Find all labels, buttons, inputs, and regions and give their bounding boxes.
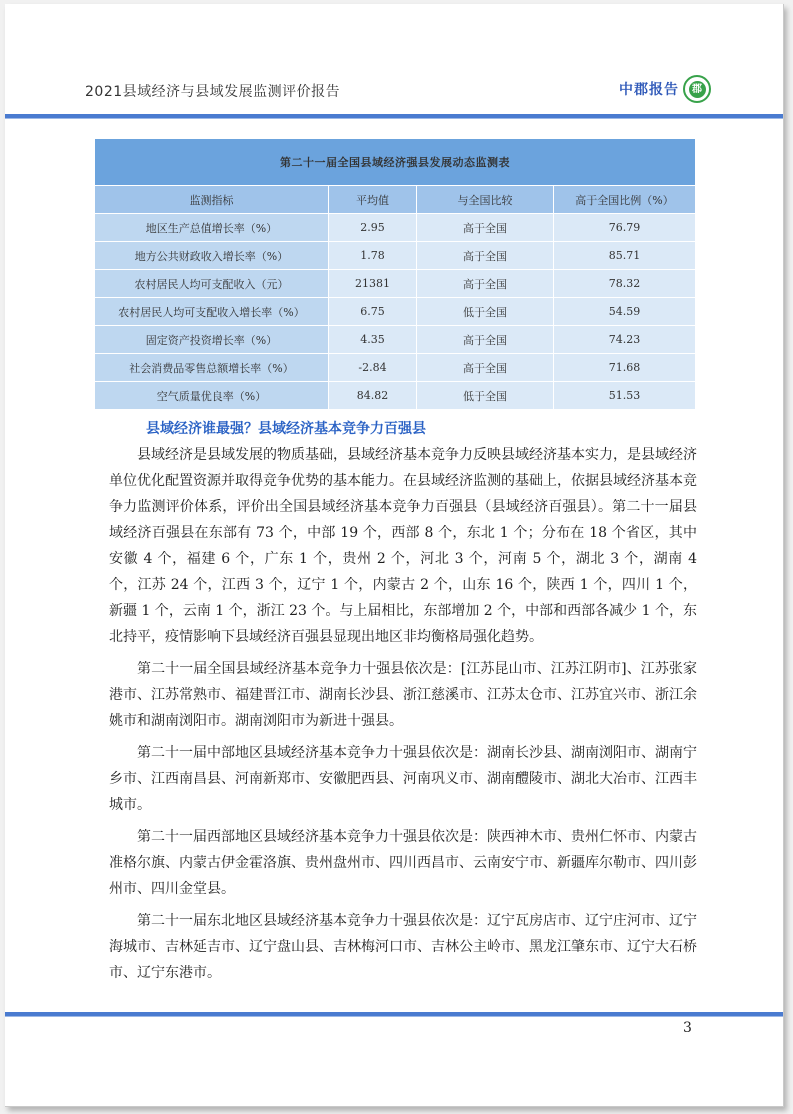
brand-logo [619,75,711,103]
comparison-cell: 高于全国 [417,214,554,242]
paragraph: 第二十一届西部地区县域经济基本竞争力十强县依次是：陕西神木市、贵州仁怀市、内蒙古准格尔旗、内蒙古伊金霍洛旗、贵州盘州市、四川西昌市、云南安宁市、新疆库尔勒市、四川彭州市、四川金堂县。 [109,829,697,897]
indicator-cell: 地方公共财政收入增长率（%） [95,242,329,270]
ratio-cell: 78.32 [554,270,696,298]
table-row [95,270,696,298]
average-cell: 21381 [329,270,417,298]
table-row [95,382,696,410]
indicator-cell: 固定资产投资增长率（%） [95,326,329,354]
paragraph: 第二十一届全国县域经济基本竞争力十强县依次是：[江苏昆山市、江苏江阴市]、江苏张家港市、江苏常熟市、福建晋江市、湖南长沙县、浙江慈溪市、江苏太仓市、江苏宜兴市、浙江余姚市和湖南浏阳市。湖南浏阳市为新进十强县。 [109,661,697,729]
ratio-cell: 54.59 [554,298,696,326]
column-header-comparison: 与全国比较 [417,186,554,214]
comparison-cell: 高于全国 [417,326,554,354]
indicator-cell: 农村居民人均可支配收入（元） [95,270,329,298]
section-heading: 县域经济谁最强？县域经济基本竞争力百强县 [146,421,426,437]
running-header-title: 2021县域经济与县域发展监测评价报告 [85,84,341,100]
brand-seal-icon [683,75,711,103]
table-row [95,326,696,354]
indicator-cell: 社会消费品零售总额增长率（%） [95,354,329,382]
ratio-cell: 76.79 [554,214,696,242]
ratio-cell: 51.53 [554,382,696,410]
comparison-cell: 低于全国 [417,382,554,410]
indicator-cell: 地区生产总值增长率（%） [95,214,329,242]
column-header-average: 平均值 [329,186,417,214]
table-title: 第二十一届全国县域经济强县发展动态监测表 [95,139,696,186]
page-number: 3 [683,1020,692,1036]
body-text [109,442,697,992]
paragraph: 第二十一届东北地区县域经济基本竞争力十强县依次是：辽宁瓦房店市、辽宁庄河市、辽宁海城市、吉林延吉市、辽宁盘山县、吉林梅河口市、吉林公主岭市、黑龙江肇东市、辽宁大石桥市、辽宁东港市。 [109,913,697,981]
paragraph: 第二十一届中部地区县域经济基本竞争力十强县依次是：湖南长沙县、湖南浏阳市、湖南宁乡市、江西南昌县、河南新郑市、安徽肥西县、河南巩义市、湖南醴陵市、湖北大冶市、江西丰城市。 [109,745,697,813]
comparison-cell: 高于全国 [417,354,554,382]
table-row [95,354,696,382]
average-cell: 1.78 [329,242,417,270]
monitoring-table [94,138,696,410]
ratio-cell: 71.68 [554,354,696,382]
ratio-cell: 74.23 [554,326,696,354]
average-cell: 4.35 [329,326,417,354]
average-cell: 84.82 [329,382,417,410]
table-row [95,214,696,242]
average-cell: 6.75 [329,298,417,326]
average-cell: -2.84 [329,354,417,382]
footer-rule-thin [5,1016,783,1017]
comparison-cell: 高于全国 [417,270,554,298]
comparison-cell: 高于全国 [417,242,554,270]
indicator-cell: 农村居民人均可支配收入增长率（%） [95,298,329,326]
column-header-ratio: 高于全国比例（%） [554,186,696,214]
ratio-cell: 85.71 [554,242,696,270]
header-rule-thin [5,118,783,119]
indicator-cell: 空气质量优良率（%） [95,382,329,410]
paragraph: 县域经济是县域发展的物质基础，县域经济基本竞争力反映县域经济基本实力，是县域经济单位优化配置资源并取得竞争优势的基本能力。在县域经济监测的基础上，依据县域经济基本竞争力监测评价体系，评价出全国县域经济基本竞争力百强县（县域经济百强县）。第二十一届县域经济百强县在东部有 73 个，中部 19 个，西部 8 个，东北 1 个；分布在 18 个省区，其中安徽 4 个，福建 6 个，广东 1 个，贵州 2 个，河北 3 个，河南 5 个，湖北 3 个，湖南 4 个，江苏 24 个，江西 3 个，辽宁 1 个，内蒙古 2 个，山东 16 个，陕西 1 个，四川 1 个，新疆 1 个，云南 1 个，浙江 23 个。与上届相比，东部增加 2 个，中部和西部各减少 1 个，东北持平，疫情影响下县域经济百强县显现出地区非均衡格局强化趋势。 [109,447,697,645]
column-header-indicator: 监测指标 [95,186,329,214]
brand-seal-text: 郡 [689,81,706,98]
brand-name: 中郡报告 [619,82,679,98]
document-page [5,4,784,1107]
comparison-cell: 低于全国 [417,298,554,326]
average-cell: 2.95 [329,214,417,242]
table-row [95,298,696,326]
table-row [95,242,696,270]
